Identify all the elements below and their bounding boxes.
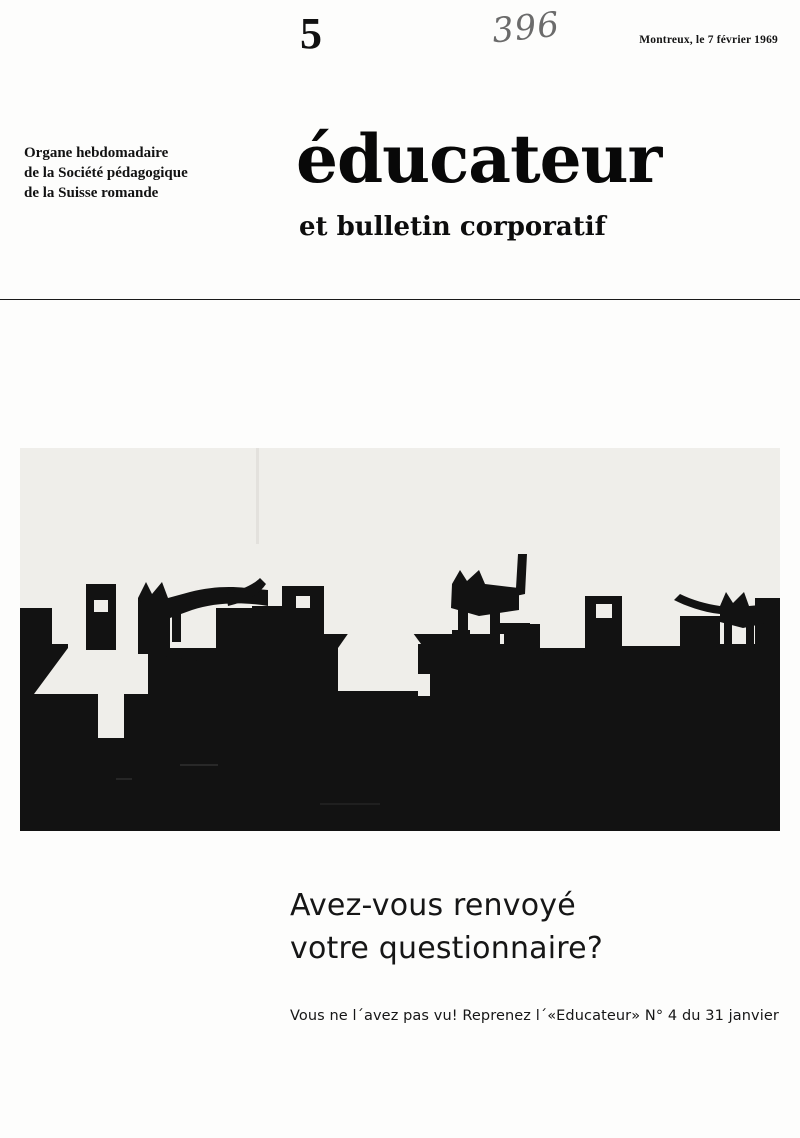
publisher-info (24, 143, 274, 203)
publisher-line-1: Organe hebdomadaire (24, 145, 169, 161)
publisher-line-3: de la Suisse romande (24, 185, 159, 201)
cover-illustration (20, 448, 780, 831)
cover-headline-line-1: Avez-vous renvoyé (290, 888, 576, 923)
dateline: Montreux, le 7 février 1969 (639, 34, 778, 46)
publisher-line-2: de la Société pédagogique (24, 165, 188, 181)
issue-number: 5 (300, 9, 322, 58)
handwritten-archive-mark: 396 (490, 4, 562, 52)
cats-on-rooftops-icon (20, 448, 780, 831)
cover-headline (290, 884, 770, 970)
page-subtitle: et bulletin corporatif (299, 212, 606, 242)
header-divider (0, 299, 800, 300)
cover-subcaption: Vous ne l´avez pas vu! Reprenez l´«Educateur» N° 4 du 31 janvier (290, 1008, 779, 1024)
page-title: éducateur (296, 120, 662, 198)
cover-headline-line-2: votre questionnaire? (290, 931, 603, 966)
